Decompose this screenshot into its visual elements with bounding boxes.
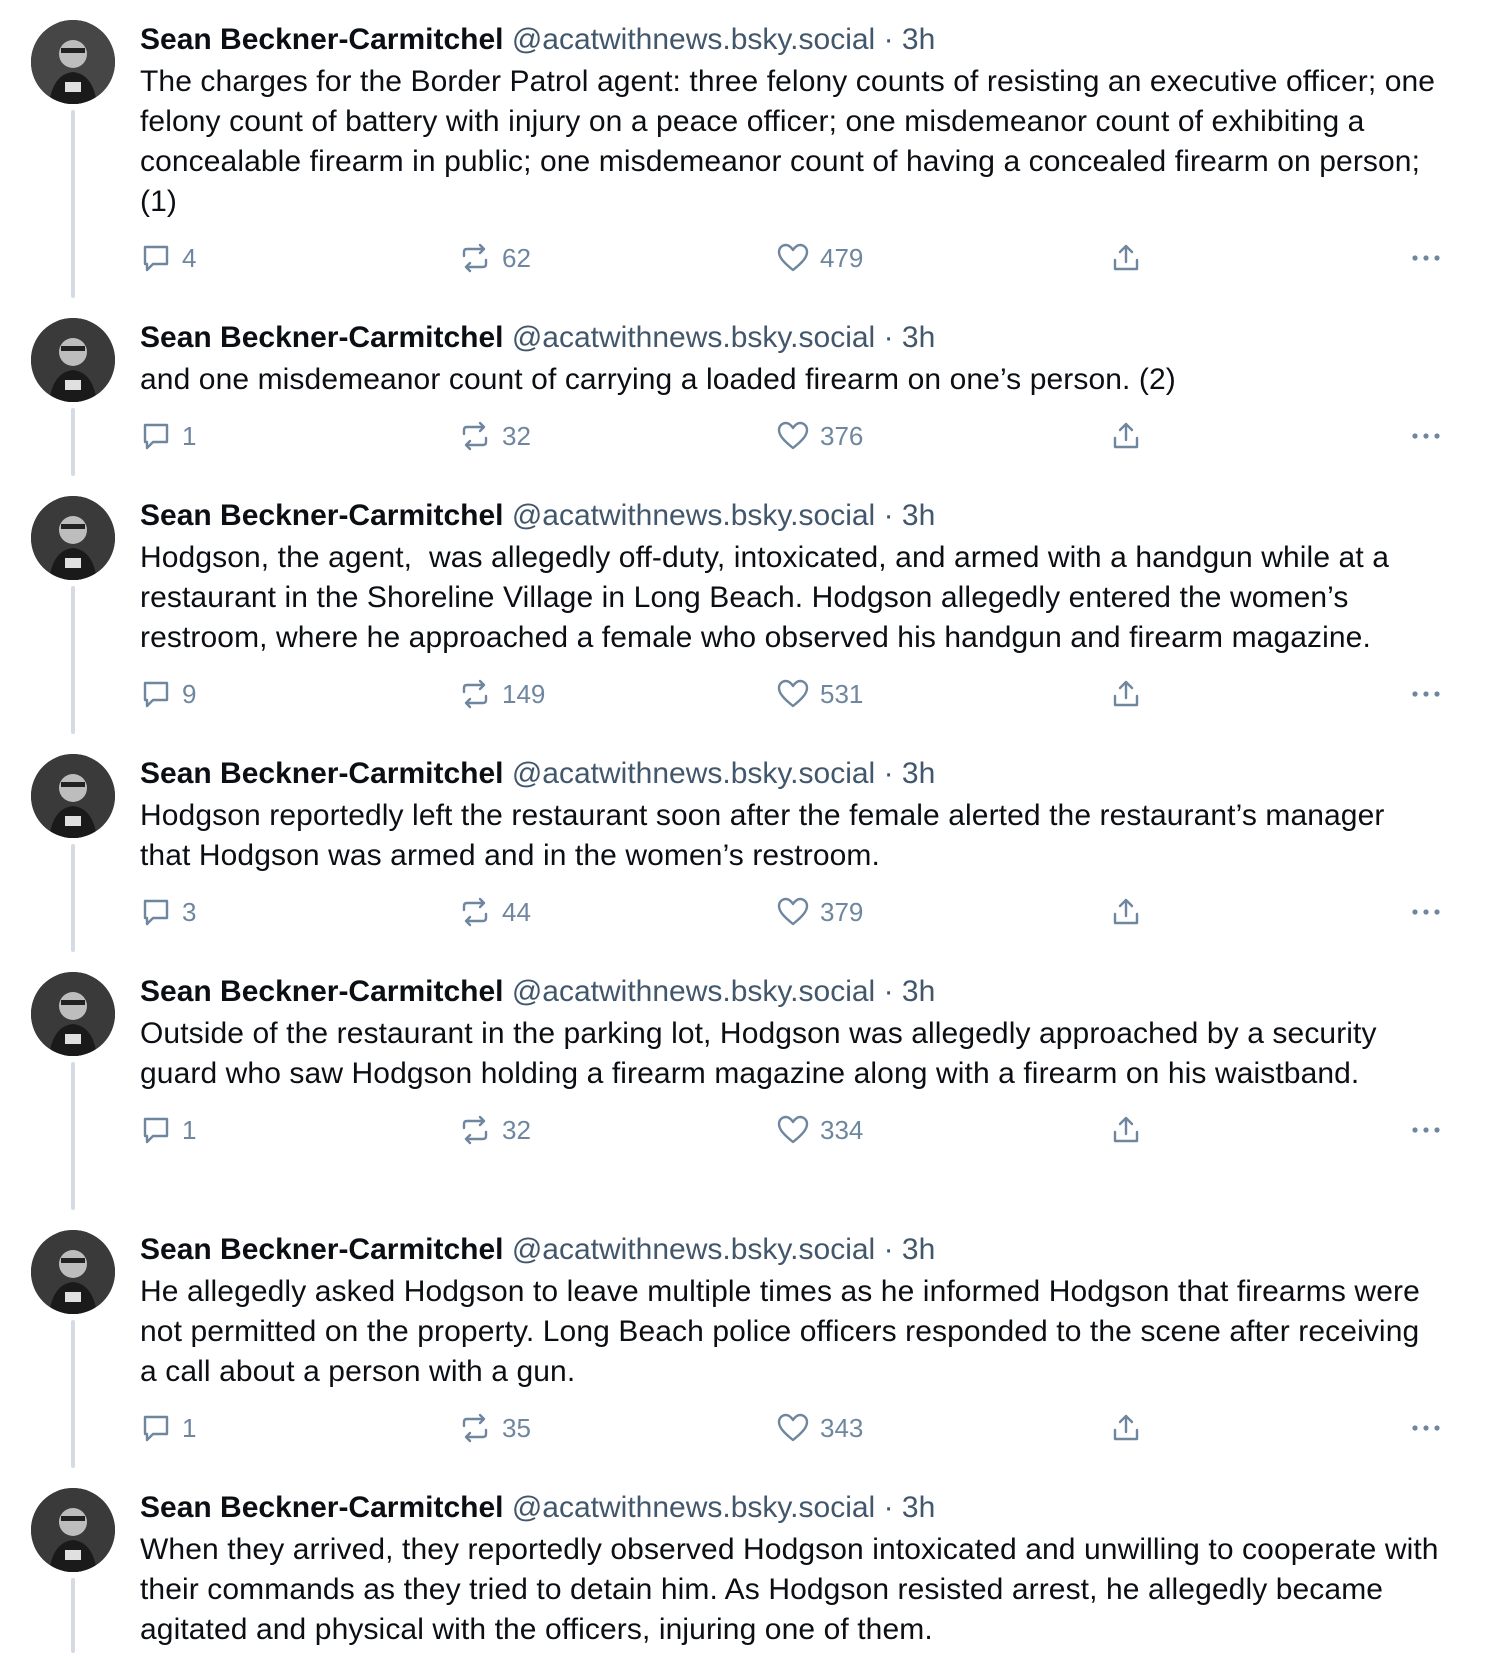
thread-post[interactable]: [0, 734, 1488, 952]
repost-count: 35: [502, 1412, 531, 1443]
repost-button[interactable]: [458, 892, 531, 932]
more-options-button[interactable]: [1410, 1408, 1442, 1448]
share-button[interactable]: [1110, 238, 1142, 278]
repost-count: 149: [502, 678, 546, 709]
post-actions: [140, 416, 1440, 456]
thread-connector-line: [71, 1578, 75, 1653]
post-meta: [140, 20, 1440, 60]
more-options-button[interactable]: [1410, 238, 1442, 278]
like-button[interactable]: [776, 1408, 863, 1448]
post-meta: [140, 754, 1440, 794]
avatar[interactable]: [31, 1230, 115, 1314]
like-count: 334: [820, 1114, 864, 1145]
repost-count: 44: [502, 896, 531, 927]
more-dots-icon: [1410, 420, 1442, 452]
share-upload-icon: [1110, 242, 1142, 274]
more-options-button[interactable]: [1410, 416, 1442, 456]
meta-separator: ·: [883, 1491, 894, 1524]
more-options-button[interactable]: [1410, 1110, 1442, 1150]
reply-count: 9: [182, 678, 197, 709]
author-name[interactable]: Sean Beckner-Carmitchel: [140, 757, 504, 790]
post-content: [140, 1230, 1440, 1448]
post-actions: [140, 892, 1440, 932]
post-actions: [140, 238, 1440, 278]
post-content: [140, 20, 1444, 278]
like-count: 343: [820, 1412, 864, 1443]
reply-count: 1: [182, 420, 197, 451]
meta-separator: ·: [883, 321, 894, 354]
post-time[interactable]: 3h: [901, 757, 936, 790]
author-name[interactable]: Sean Beckner-Carmitchel: [140, 1233, 504, 1266]
avatar[interactable]: [31, 972, 115, 1056]
post-meta: [140, 318, 1440, 358]
more-options-button[interactable]: [1410, 892, 1442, 932]
avatar[interactable]: [31, 496, 115, 580]
share-button[interactable]: [1110, 1110, 1142, 1150]
like-button[interactable]: [776, 416, 863, 456]
repost-button[interactable]: [458, 416, 531, 456]
thread-connector-line: [71, 1062, 75, 1210]
heart-icon: [776, 420, 810, 452]
reply-button[interactable]: [140, 892, 196, 932]
post-text: Hodgson, the agent, was allegedly off-duty, intoxicated, and armed with a handgun while at a restaurant in the Shoreline Village in Long Beach. Hodgson allegedly entered the women’s restroom, where he approached a female who observed his handgun and firearm magazine.: [140, 541, 1398, 654]
reply-button[interactable]: [140, 1110, 196, 1150]
speech-bubble-icon: [140, 1114, 172, 1146]
post-text: Outside of the restaurant in the parking lot, Hodgson was allegedly approached by a security guard who saw Hodgson holding a firearm magazine along with a firearm on his waistband.: [140, 1017, 1386, 1090]
repost-arrows-icon: [458, 242, 492, 274]
reply-button[interactable]: [140, 1408, 196, 1448]
post-meta: [140, 1488, 1440, 1528]
share-upload-icon: [1110, 420, 1142, 452]
heart-icon: [776, 1412, 810, 1444]
meta-separator: ·: [883, 1233, 894, 1266]
like-count: 376: [820, 420, 864, 451]
thread-post[interactable]: [0, 0, 1488, 298]
reply-count: 1: [182, 1412, 197, 1443]
share-upload-icon: [1110, 678, 1142, 710]
repost-count: 62: [502, 242, 531, 273]
author-handle[interactable]: @acatwithnews.bsky.social: [511, 321, 876, 354]
post-meta: [140, 496, 1440, 536]
more-options-button[interactable]: [1410, 674, 1442, 714]
speech-bubble-icon: [140, 420, 172, 452]
share-button[interactable]: [1110, 674, 1142, 714]
reply-count: 4: [182, 242, 197, 273]
repost-button[interactable]: [458, 1110, 531, 1150]
heart-icon: [776, 678, 810, 710]
thread-post[interactable]: [0, 1210, 1488, 1468]
author-handle[interactable]: @acatwithnews.bsky.social: [511, 757, 876, 790]
reply-button[interactable]: [140, 238, 196, 278]
author-name[interactable]: Sean Beckner-Carmitchel: [140, 23, 504, 56]
post-text: and one misdemeanor count of carrying a loaded firearm on one’s person. (2): [140, 363, 1176, 396]
reply-button[interactable]: [140, 416, 196, 456]
author-name[interactable]: Sean Beckner-Carmitchel: [140, 499, 504, 532]
share-upload-icon: [1110, 1412, 1142, 1444]
thread-connector-line: [71, 110, 75, 298]
post-text: When they arrived, they reportedly observed Hodgson intoxicated and unwilling to cooperate with their commands as they tried to detain him. As Hodgson resisted arrest, he allegedly became agitated and physical with the officers, injuring one of them.: [140, 1533, 1448, 1646]
heart-icon: [776, 242, 810, 274]
repost-button[interactable]: [458, 674, 545, 714]
meta-separator: ·: [883, 499, 894, 532]
like-count: 479: [820, 242, 864, 273]
repost-arrows-icon: [458, 1412, 492, 1444]
more-dots-icon: [1410, 1114, 1442, 1146]
thread-post[interactable]: [0, 476, 1488, 734]
avatar[interactable]: [31, 20, 115, 104]
meta-separator: ·: [883, 757, 894, 790]
post-text: He allegedly asked Hodgson to leave multiple times as he informed Hodgson that firearms were not permitted on the property. Long Beach police officers responded to the scene after receiving a call about a person with a gun.: [140, 1275, 1429, 1388]
post-content: [140, 1488, 1448, 1650]
post-time[interactable]: 3h: [901, 23, 936, 56]
speech-bubble-icon: [140, 1412, 172, 1444]
share-upload-icon: [1110, 1114, 1142, 1146]
thread-connector-line: [71, 586, 75, 734]
meta-separator: ·: [883, 23, 894, 56]
repost-count: 32: [502, 1114, 531, 1145]
thread-post[interactable]: [0, 298, 1488, 476]
post-actions: [140, 1408, 1440, 1448]
speech-bubble-icon: [140, 678, 172, 710]
post-text: The charges for the Border Patrol agent: three felony counts of resisting an executive officer; one felony count of battery with injury on a peace officer; one misdemeanor count of exhibiting a concealable firearm in public; one misdemeanor count of having a concealed firearm on person; (1): [140, 65, 1444, 218]
post-time[interactable]: 3h: [901, 1491, 936, 1524]
heart-icon: [776, 896, 810, 928]
author-handle[interactable]: @acatwithnews.bsky.social: [511, 1491, 876, 1524]
speech-bubble-icon: [140, 896, 172, 928]
post-content: [140, 496, 1440, 714]
author-name[interactable]: Sean Beckner-Carmitchel: [140, 321, 504, 354]
like-count: 379: [820, 896, 864, 927]
like-button[interactable]: [776, 674, 863, 714]
share-upload-icon: [1110, 896, 1142, 928]
share-button[interactable]: [1110, 892, 1142, 932]
thread-connector-line: [71, 408, 75, 476]
thread-post[interactable]: [0, 952, 1488, 1210]
thread-connector-line: [71, 844, 75, 952]
like-button[interactable]: [776, 1110, 863, 1150]
avatar[interactable]: [31, 754, 115, 838]
repost-button[interactable]: [458, 1408, 531, 1448]
author-handle[interactable]: @acatwithnews.bsky.social: [511, 1233, 876, 1266]
post-actions: [140, 674, 1440, 714]
post-time[interactable]: 3h: [901, 499, 936, 532]
author-handle[interactable]: @acatwithnews.bsky.social: [511, 499, 876, 532]
more-dots-icon: [1410, 1412, 1442, 1444]
repost-arrows-icon: [458, 896, 492, 928]
repost-arrows-icon: [458, 420, 492, 452]
post-time[interactable]: 3h: [901, 1233, 936, 1266]
author-handle[interactable]: @acatwithnews.bsky.social: [511, 23, 876, 56]
like-count: 531: [820, 678, 864, 709]
more-dots-icon: [1410, 678, 1442, 710]
thread-connector-line: [71, 1320, 75, 1468]
post-meta: [140, 972, 1440, 1012]
post-content: [140, 318, 1440, 456]
post-actions: [140, 1110, 1440, 1150]
avatar[interactable]: [31, 318, 115, 402]
meta-separator: ·: [883, 975, 894, 1008]
author-name[interactable]: Sean Beckner-Carmitchel: [140, 1491, 504, 1524]
more-dots-icon: [1410, 896, 1442, 928]
avatar[interactable]: [31, 1488, 115, 1572]
post-text: Hodgson reportedly left the restaurant soon after the female alerted the restaurant’s manager that Hodgson was armed and in the women’s restroom.: [140, 799, 1393, 872]
reply-count: 3: [182, 896, 197, 927]
like-button[interactable]: [776, 238, 863, 278]
reply-button[interactable]: [140, 674, 196, 714]
heart-icon: [776, 1114, 810, 1146]
like-button[interactable]: [776, 892, 863, 932]
author-handle[interactable]: @acatwithnews.bsky.social: [511, 975, 876, 1008]
post-time[interactable]: 3h: [901, 321, 936, 354]
repost-arrows-icon: [458, 678, 492, 710]
repost-count: 32: [502, 420, 531, 451]
speech-bubble-icon: [140, 242, 172, 274]
post-content: [140, 972, 1440, 1150]
share-button[interactable]: [1110, 416, 1142, 456]
author-name[interactable]: Sean Beckner-Carmitchel: [140, 975, 504, 1008]
reply-count: 1: [182, 1114, 197, 1145]
more-dots-icon: [1410, 242, 1442, 274]
post-content: [140, 754, 1440, 932]
share-button[interactable]: [1110, 1408, 1142, 1448]
thread-post[interactable]: [0, 1468, 1488, 1653]
post-time[interactable]: 3h: [901, 975, 936, 1008]
repost-arrows-icon: [458, 1114, 492, 1146]
post-meta: [140, 1230, 1440, 1270]
repost-button[interactable]: [458, 238, 531, 278]
